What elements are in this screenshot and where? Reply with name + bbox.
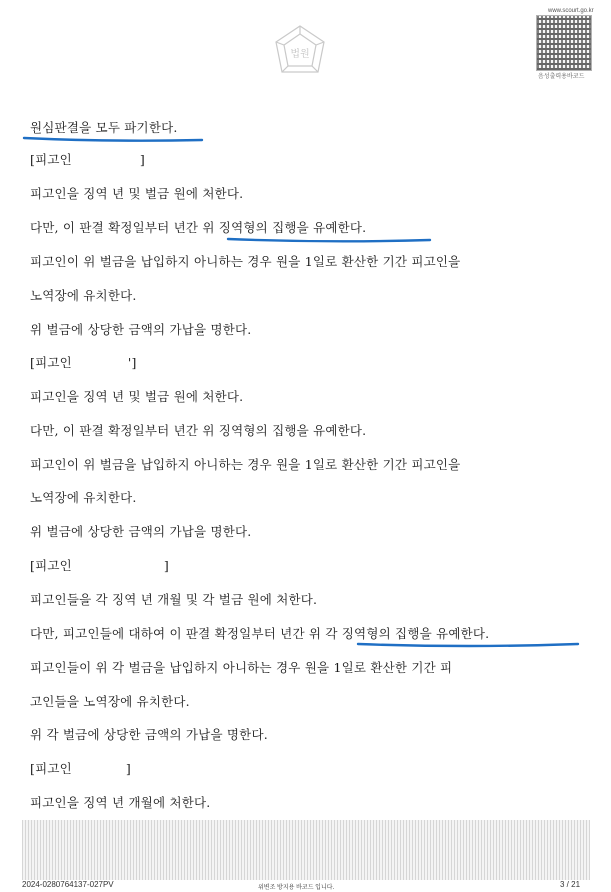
page-number: 3 / 21	[560, 880, 581, 889]
anti-forgery-barcode	[22, 820, 590, 880]
workhouse-line: 노역장에 유치한다.	[30, 490, 137, 505]
defendant-heading-4: [피고인 ]	[30, 761, 131, 776]
probation-line: 다만, 이 판결 확정일부터 년간 위 징역형의 집행을 유예한다.	[30, 423, 367, 438]
probation-line: 다만, 이 판결 확정일부터 년간 위 징역형의 집행을 유예한다.	[30, 220, 367, 235]
defendant-heading-2: [피고인 ']	[30, 355, 137, 370]
svg-text:법원: 법원	[290, 49, 310, 60]
fine-default-line: 피고인이 위 벌금을 납입하지 아니하는 경우 원을 1일로 환산한 기간 피고인을	[30, 254, 461, 269]
fine-default-line: 피고인들이 위 각 벌금을 납입하지 아니하는 경우 원을 1일로 환산한 기간 피	[30, 660, 453, 675]
sentence-line: 피고인을 징역 년 및 벌금 원에 처한다.	[30, 186, 244, 201]
defendant-heading-1: [피고인 ]	[30, 152, 145, 167]
provisional-payment-line: 위 벌금에 상당한 금액의 가납을 명한다.	[30, 322, 252, 337]
probation-line: 다만, 피고인들에 대하여 이 판결 확정일부터 년간 위 각 징역형의 집행을 유예한다.	[30, 626, 490, 641]
sentence-line: 피고인들을 각 징역 년 개월 및 각 벌금 원에 처한다.	[30, 592, 318, 607]
provisional-payment-line: 위 벌금에 상당한 금액의 가납을 명한다.	[30, 524, 252, 539]
defendant-heading-3: [피고인 ]	[30, 558, 169, 573]
fine-default-line: 피고인이 위 벌금을 납입하지 아니하는 경우 원을 1일로 환산한 기간 피고인을	[30, 457, 461, 472]
ruling-reversal: 원심판결을 모두 파기한다.	[30, 120, 178, 135]
workhouse-line: 고인들을 노역장에 유치한다.	[30, 694, 190, 709]
qr-caption: 음성출력용바코드	[538, 74, 585, 80]
provisional-payment-line: 위 각 벌금에 상당한 금액의 가납을 명한다.	[30, 727, 268, 742]
workhouse-line: 노역장에 유치한다.	[30, 288, 137, 303]
sentence-line: 피고인을 징역 년 개월에 처한다.	[30, 795, 211, 810]
court-url: www.scourt.go.kr	[548, 8, 594, 14]
sentence-line: 피고인을 징역 년 및 벌금 원에 처한다.	[30, 389, 244, 404]
anti-forgery-notice: 위변조 방지용 바코드 입니다.	[258, 885, 335, 891]
document-id: 2024-0280764137-027PV	[22, 880, 114, 889]
